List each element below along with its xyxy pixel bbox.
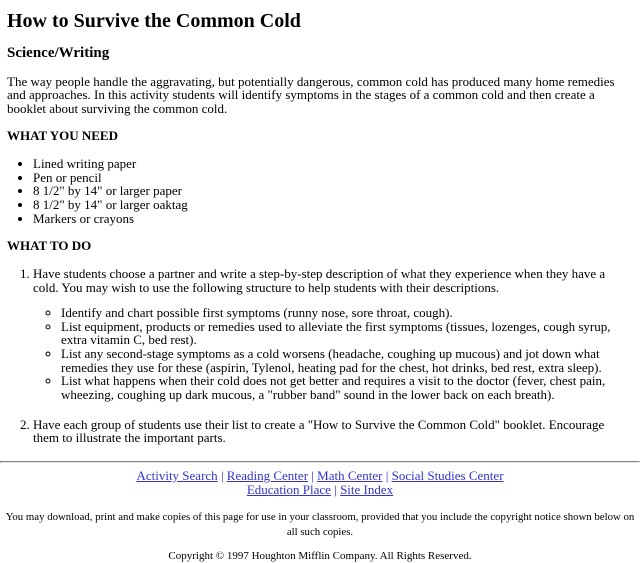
materials-list bbox=[7, 157, 622, 225]
substeps-list bbox=[33, 306, 622, 401]
usage-notice: You may download, print and make copies of this page for use in your classroom, provided that you include the copyright notice shown below on all such copies. bbox=[5, 511, 635, 538]
link-math-center[interactable]: Math Center bbox=[317, 467, 383, 483]
copyright-line: Copyright © 1997 Houghton Mifflin Company. All Rights Reserved. bbox=[168, 550, 472, 563]
list-item: • Lined writing paper bbox=[33, 157, 622, 171]
steps-list bbox=[7, 267, 622, 445]
substep-item: ◦ List what happens when their cold does not get better and requires a visit to the doctor (fever, chest pain, wheezing, coughing up dark mucous, a "rubber band" sound in the lower back on each breath). bbox=[61, 374, 622, 401]
step-item bbox=[33, 418, 622, 445]
step-text: Have each group of students use their list to create a "How to Survive the Common Cold" booklet. Encourage them to illustrate the important parts. bbox=[33, 416, 605, 446]
substep-item: ◦ Identify and chart possible first symptoms (runny nose, sore throat, cough). bbox=[61, 306, 622, 320]
footer-nav bbox=[0, 469, 640, 497]
substep-item: ◦ List any second-stage symptoms as a cold worsens (headache, coughing up mucous) and jot down what remedies they use for these (aspirin, Tylenol, heating pad for the chest, hot drinks, bed rest, extra sleep). bbox=[61, 347, 622, 374]
intro-paragraph: The way people handle the aggravating, but potentially dangerous, common cold has produced many home remedies and approaches. In this activity students will identify symptoms in the stages of a common cold and then create a booklet about surviving the common cold. bbox=[7, 73, 615, 116]
list-item: • Markers or crayons bbox=[33, 212, 622, 226]
link-social-studies-center[interactable]: Social Studies Center bbox=[391, 467, 504, 483]
link-site-index[interactable]: Site Index bbox=[340, 481, 394, 497]
subject-subtitle: Science/Writing bbox=[7, 45, 110, 61]
step-item bbox=[33, 267, 622, 402]
link-separator: | bbox=[311, 467, 314, 483]
link-activity-search[interactable]: Activity Search bbox=[136, 467, 218, 483]
link-separator: | bbox=[220, 467, 224, 483]
list-item: • 8 1/2" by 14" or larger oaktag bbox=[33, 198, 622, 212]
footer-nav-row-1 bbox=[0, 469, 640, 483]
substep-item: ◦ List equipment, products or remedies used to alleviate the first symptoms (tissues, lozenges, cough syrup, extra vitamin C, bed rest). bbox=[61, 320, 622, 347]
footer-divider bbox=[0, 461, 640, 463]
link-separator: | bbox=[385, 467, 389, 483]
link-education-place[interactable]: Education Place bbox=[246, 481, 331, 497]
page-title: How to Survive the Common Cold bbox=[7, 10, 301, 32]
link-reading-center[interactable]: Reading Center bbox=[226, 467, 309, 483]
what-to-do-heading: WHAT TO DO bbox=[7, 238, 92, 254]
footer-nav-row-2 bbox=[0, 483, 640, 497]
link-separator: | bbox=[334, 481, 337, 497]
what-you-need-heading: WHAT YOU NEED bbox=[7, 128, 118, 144]
list-item: • 8 1/2" by 14" or larger paper bbox=[33, 184, 622, 198]
step-text: Have students choose a partner and write a step-by-step description of what they experience when they have a cold. You may wish to use the following structure to help students with their descriptions. bbox=[33, 265, 606, 295]
list-item: • Pen or pencil bbox=[33, 171, 622, 185]
